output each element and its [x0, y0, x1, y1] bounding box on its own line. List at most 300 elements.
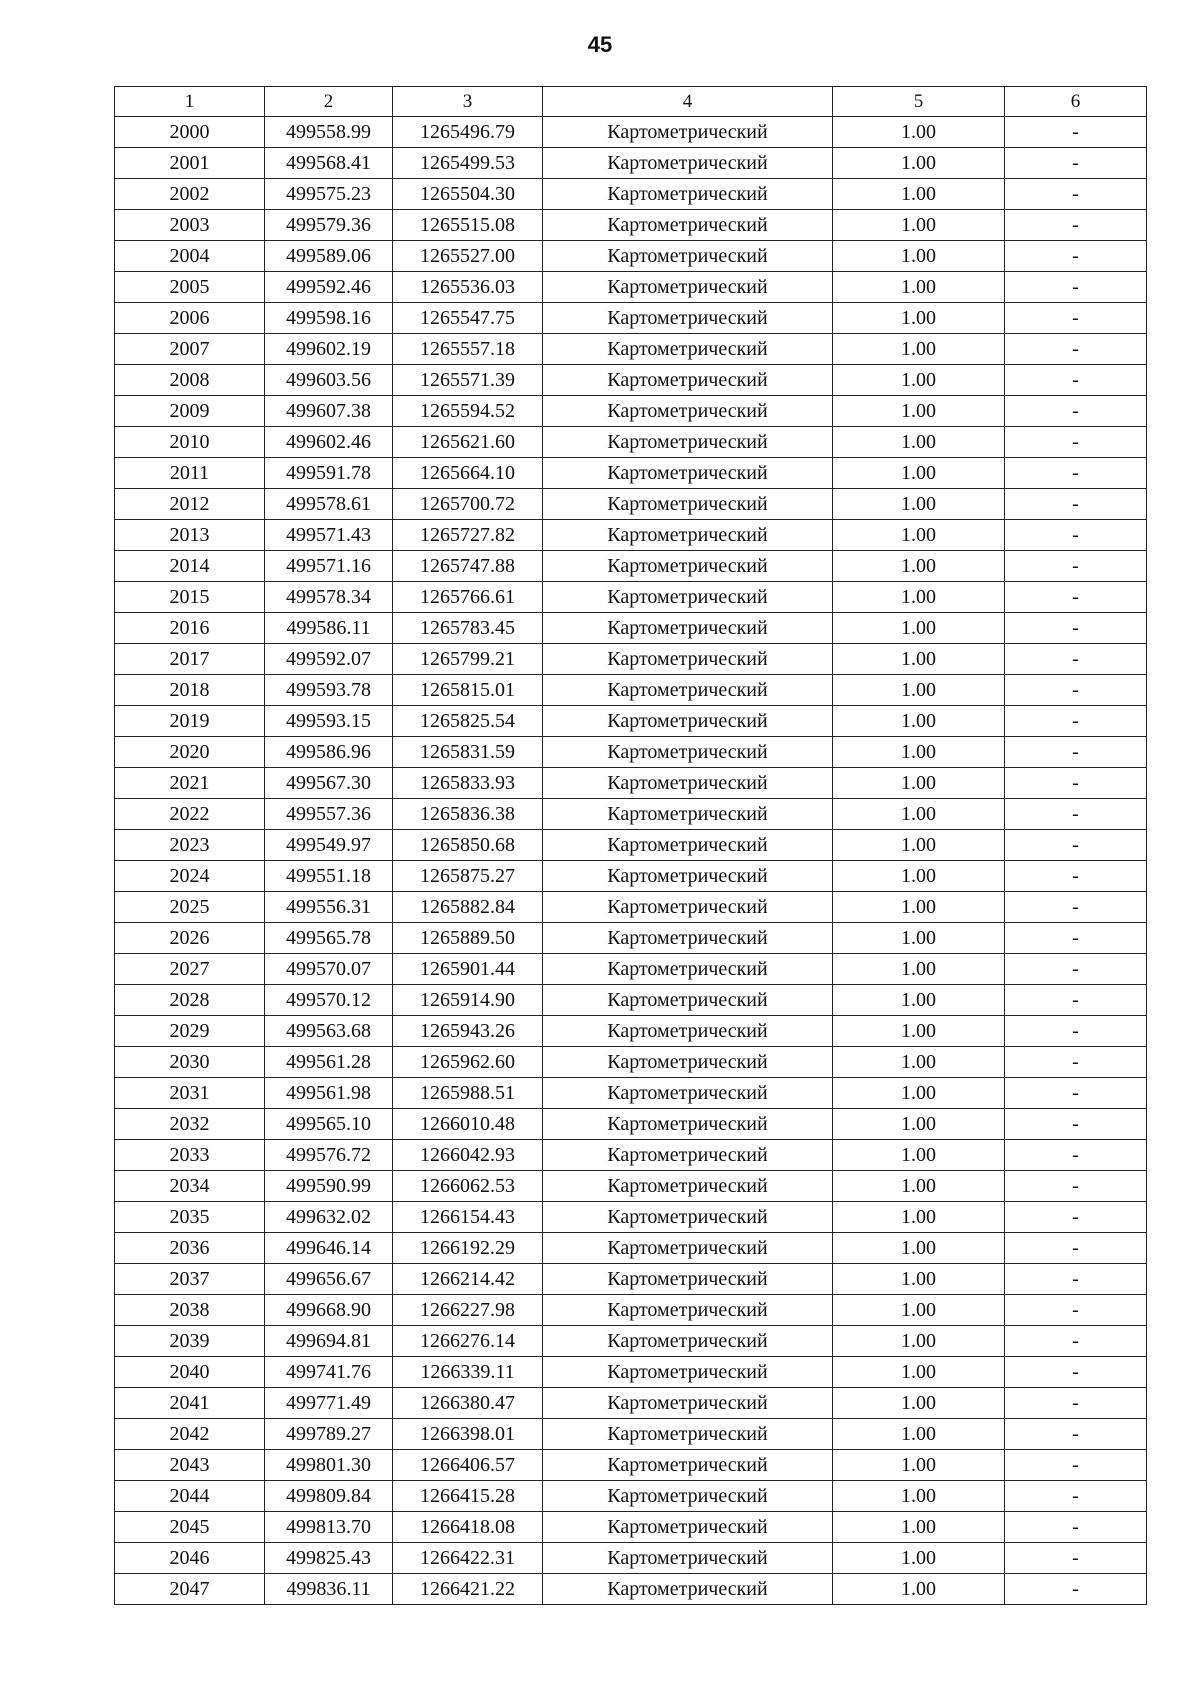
table-row: [115, 334, 1147, 365]
description-cell: -: [1005, 272, 1147, 303]
point-number-cell: 2018: [115, 675, 265, 706]
description-cell: -: [1005, 861, 1147, 892]
table-row: [115, 241, 1147, 272]
point-number-cell: 2025: [115, 892, 265, 923]
y-coordinate-cell: 1266398.01: [393, 1419, 543, 1450]
x-coordinate-cell: 499598.16: [265, 303, 393, 334]
x-coordinate-cell: 499592.07: [265, 644, 393, 675]
table-row: [115, 1233, 1147, 1264]
accuracy-cell: 1.00: [833, 365, 1005, 396]
table-row: [115, 1388, 1147, 1419]
table-row: [115, 737, 1147, 768]
point-number-cell: 2034: [115, 1171, 265, 1202]
y-coordinate-cell: 1265515.08: [393, 210, 543, 241]
y-coordinate-cell: 1266421.22: [393, 1574, 543, 1605]
accuracy-cell: 1.00: [833, 1264, 1005, 1295]
method-cell: Картометрический: [543, 489, 833, 520]
point-number-cell: 2004: [115, 241, 265, 272]
point-number-cell: 2031: [115, 1078, 265, 1109]
y-coordinate-cell: 1265815.01: [393, 675, 543, 706]
point-number-cell: 2036: [115, 1233, 265, 1264]
y-coordinate-cell: 1266380.47: [393, 1388, 543, 1419]
y-coordinate-cell: 1266415.28: [393, 1481, 543, 1512]
method-cell: Картометрический: [543, 1481, 833, 1512]
x-coordinate-cell: 499576.72: [265, 1140, 393, 1171]
y-coordinate-cell: 1265700.72: [393, 489, 543, 520]
point-number-cell: 2045: [115, 1512, 265, 1543]
y-coordinate-cell: 1266276.14: [393, 1326, 543, 1357]
accuracy-cell: 1.00: [833, 1047, 1005, 1078]
column-header-4: 4: [543, 87, 833, 117]
x-coordinate-cell: 499603.56: [265, 365, 393, 396]
method-cell: Картометрический: [543, 1016, 833, 1047]
method-cell: Картометрический: [543, 675, 833, 706]
description-cell: -: [1005, 241, 1147, 272]
description-cell: -: [1005, 1047, 1147, 1078]
table-row: [115, 985, 1147, 1016]
table-row: [115, 582, 1147, 613]
point-number-cell: 2037: [115, 1264, 265, 1295]
description-cell: -: [1005, 613, 1147, 644]
x-coordinate-cell: 499590.99: [265, 1171, 393, 1202]
x-coordinate-cell: 499570.07: [265, 954, 393, 985]
description-cell: -: [1005, 799, 1147, 830]
y-coordinate-cell: 1265914.90: [393, 985, 543, 1016]
y-coordinate-cell: 1266418.08: [393, 1512, 543, 1543]
point-number-cell: 2015: [115, 582, 265, 613]
description-cell: -: [1005, 1481, 1147, 1512]
table-row: [115, 303, 1147, 334]
accuracy-cell: 1.00: [833, 1388, 1005, 1419]
point-number-cell: 2006: [115, 303, 265, 334]
accuracy-cell: 1.00: [833, 799, 1005, 830]
table-row: [115, 1140, 1147, 1171]
accuracy-cell: 1.00: [833, 396, 1005, 427]
point-number-cell: 2042: [115, 1419, 265, 1450]
y-coordinate-cell: 1265988.51: [393, 1078, 543, 1109]
y-coordinate-cell: 1265825.54: [393, 706, 543, 737]
point-number-cell: 2008: [115, 365, 265, 396]
point-number-cell: 2040: [115, 1357, 265, 1388]
x-coordinate-cell: 499570.12: [265, 985, 393, 1016]
accuracy-cell: 1.00: [833, 427, 1005, 458]
table-row: [115, 551, 1147, 582]
point-number-cell: 2019: [115, 706, 265, 737]
table-row: [115, 1202, 1147, 1233]
table-row: [115, 799, 1147, 830]
method-cell: Картометрический: [543, 737, 833, 768]
x-coordinate-cell: 499586.96: [265, 737, 393, 768]
description-cell: -: [1005, 365, 1147, 396]
table-row: [115, 1016, 1147, 1047]
method-cell: Картометрический: [543, 303, 833, 334]
point-number-cell: 2035: [115, 1202, 265, 1233]
point-number-cell: 2047: [115, 1574, 265, 1605]
description-cell: -: [1005, 675, 1147, 706]
description-cell: -: [1005, 1202, 1147, 1233]
accuracy-cell: 1.00: [833, 706, 1005, 737]
table-row: [115, 954, 1147, 985]
accuracy-cell: 1.00: [833, 1357, 1005, 1388]
x-coordinate-cell: 499551.18: [265, 861, 393, 892]
method-cell: Картометрический: [543, 1326, 833, 1357]
table-row: [115, 1264, 1147, 1295]
point-number-cell: 2022: [115, 799, 265, 830]
point-number-cell: 2038: [115, 1295, 265, 1326]
x-coordinate-cell: 499565.10: [265, 1109, 393, 1140]
description-cell: -: [1005, 1109, 1147, 1140]
page-number: 45: [587, 32, 613, 57]
column-header-1: 1: [115, 87, 265, 117]
x-coordinate-cell: 499558.99: [265, 117, 393, 148]
method-cell: Картометрический: [543, 1388, 833, 1419]
accuracy-cell: 1.00: [833, 861, 1005, 892]
x-coordinate-cell: 499607.38: [265, 396, 393, 427]
table-row: [115, 613, 1147, 644]
table-row: [115, 1481, 1147, 1512]
table-body: [115, 117, 1147, 1605]
point-number-cell: 2013: [115, 520, 265, 551]
table-row: [115, 396, 1147, 427]
y-coordinate-cell: 1265727.82: [393, 520, 543, 551]
y-coordinate-cell: 1265783.45: [393, 613, 543, 644]
column-header-2: 2: [265, 87, 393, 117]
y-coordinate-cell: 1266422.31: [393, 1543, 543, 1574]
y-coordinate-cell: 1265799.21: [393, 644, 543, 675]
y-coordinate-cell: 1265882.84: [393, 892, 543, 923]
x-coordinate-cell: 499571.43: [265, 520, 393, 551]
accuracy-cell: 1.00: [833, 210, 1005, 241]
x-coordinate-cell: 499836.11: [265, 1574, 393, 1605]
accuracy-cell: 1.00: [833, 241, 1005, 272]
x-coordinate-cell: 499656.67: [265, 1264, 393, 1295]
point-number-cell: 2002: [115, 179, 265, 210]
method-cell: Картометрический: [543, 396, 833, 427]
description-cell: -: [1005, 830, 1147, 861]
y-coordinate-cell: 1265875.27: [393, 861, 543, 892]
accuracy-cell: 1.00: [833, 675, 1005, 706]
x-coordinate-cell: 499801.30: [265, 1450, 393, 1481]
description-cell: -: [1005, 1543, 1147, 1574]
accuracy-cell: 1.00: [833, 1140, 1005, 1171]
table-row: [115, 520, 1147, 551]
table-row: [115, 830, 1147, 861]
table-row: [115, 365, 1147, 396]
x-coordinate-cell: 499602.46: [265, 427, 393, 458]
accuracy-cell: 1.00: [833, 334, 1005, 365]
x-coordinate-cell: 499668.90: [265, 1295, 393, 1326]
y-coordinate-cell: 1266010.48: [393, 1109, 543, 1140]
description-cell: -: [1005, 737, 1147, 768]
column-header-6: 6: [1005, 87, 1147, 117]
point-number-cell: 2026: [115, 923, 265, 954]
accuracy-cell: 1.00: [833, 1016, 1005, 1047]
table-row: [115, 1295, 1147, 1326]
y-coordinate-cell: 1266406.57: [393, 1450, 543, 1481]
x-coordinate-cell: 499578.34: [265, 582, 393, 613]
x-coordinate-cell: 499557.36: [265, 799, 393, 830]
description-cell: -: [1005, 334, 1147, 365]
y-coordinate-cell: 1265664.10: [393, 458, 543, 489]
y-coordinate-cell: 1265833.93: [393, 768, 543, 799]
method-cell: Картометрический: [543, 117, 833, 148]
point-number-cell: 2000: [115, 117, 265, 148]
x-coordinate-cell: 499561.28: [265, 1047, 393, 1078]
table-row: [115, 1357, 1147, 1388]
y-coordinate-cell: 1265836.38: [393, 799, 543, 830]
point-number-cell: 2046: [115, 1543, 265, 1574]
point-number-cell: 2003: [115, 210, 265, 241]
accuracy-cell: 1.00: [833, 923, 1005, 954]
x-coordinate-cell: 499563.68: [265, 1016, 393, 1047]
accuracy-cell: 1.00: [833, 179, 1005, 210]
method-cell: Картометрический: [543, 1512, 833, 1543]
method-cell: Картометрический: [543, 1202, 833, 1233]
table-row: [115, 148, 1147, 179]
header-row: [115, 87, 1147, 117]
y-coordinate-cell: 1265557.18: [393, 334, 543, 365]
accuracy-cell: 1.00: [833, 520, 1005, 551]
accuracy-cell: 1.00: [833, 1419, 1005, 1450]
x-coordinate-cell: 499561.98: [265, 1078, 393, 1109]
x-coordinate-cell: 499586.11: [265, 613, 393, 644]
accuracy-cell: 1.00: [833, 892, 1005, 923]
point-number-cell: 2027: [115, 954, 265, 985]
description-cell: -: [1005, 427, 1147, 458]
x-coordinate-cell: 499549.97: [265, 830, 393, 861]
description-cell: -: [1005, 1140, 1147, 1171]
x-coordinate-cell: 499571.16: [265, 551, 393, 582]
table-row: [115, 489, 1147, 520]
description-cell: -: [1005, 551, 1147, 582]
description-cell: -: [1005, 396, 1147, 427]
y-coordinate-cell: 1265962.60: [393, 1047, 543, 1078]
table-row: [115, 892, 1147, 923]
point-number-cell: 2014: [115, 551, 265, 582]
point-number-cell: 2041: [115, 1388, 265, 1419]
accuracy-cell: 1.00: [833, 954, 1005, 985]
point-number-cell: 2028: [115, 985, 265, 1016]
y-coordinate-cell: 1265504.30: [393, 179, 543, 210]
method-cell: Картометрический: [543, 210, 833, 241]
table-row: [115, 1109, 1147, 1140]
method-cell: Картометрический: [543, 830, 833, 861]
x-coordinate-cell: 499591.78: [265, 458, 393, 489]
accuracy-cell: 1.00: [833, 768, 1005, 799]
x-coordinate-cell: 499589.06: [265, 241, 393, 272]
y-coordinate-cell: 1265850.68: [393, 830, 543, 861]
y-coordinate-cell: 1265527.00: [393, 241, 543, 272]
method-cell: Картометрический: [543, 985, 833, 1016]
y-coordinate-cell: 1266214.42: [393, 1264, 543, 1295]
description-cell: -: [1005, 1357, 1147, 1388]
method-cell: Картометрический: [543, 1543, 833, 1574]
accuracy-cell: 1.00: [833, 1295, 1005, 1326]
accuracy-cell: 1.00: [833, 1512, 1005, 1543]
description-cell: -: [1005, 582, 1147, 613]
table-row: [115, 210, 1147, 241]
coordinates-table: [114, 86, 1147, 1605]
description-cell: -: [1005, 179, 1147, 210]
point-number-cell: 2010: [115, 427, 265, 458]
description-cell: -: [1005, 923, 1147, 954]
y-coordinate-cell: 1265571.39: [393, 365, 543, 396]
method-cell: Картометрический: [543, 706, 833, 737]
accuracy-cell: 1.00: [833, 985, 1005, 1016]
method-cell: Картометрический: [543, 1047, 833, 1078]
point-number-cell: 2005: [115, 272, 265, 303]
accuracy-cell: 1.00: [833, 303, 1005, 334]
method-cell: Картометрический: [543, 272, 833, 303]
accuracy-cell: 1.00: [833, 148, 1005, 179]
description-cell: -: [1005, 954, 1147, 985]
column-header-3: 3: [393, 87, 543, 117]
y-coordinate-cell: 1265547.75: [393, 303, 543, 334]
y-coordinate-cell: 1265766.61: [393, 582, 543, 613]
description-cell: -: [1005, 1078, 1147, 1109]
description-cell: -: [1005, 985, 1147, 1016]
description-cell: -: [1005, 148, 1147, 179]
x-coordinate-cell: 499694.81: [265, 1326, 393, 1357]
table-row: [115, 1047, 1147, 1078]
description-cell: -: [1005, 768, 1147, 799]
point-number-cell: 2023: [115, 830, 265, 861]
table-row: [115, 1543, 1147, 1574]
method-cell: Картометрический: [543, 768, 833, 799]
accuracy-cell: 1.00: [833, 1574, 1005, 1605]
description-cell: -: [1005, 210, 1147, 241]
method-cell: Картометрический: [543, 427, 833, 458]
table-header: [115, 87, 1147, 117]
description-cell: -: [1005, 1171, 1147, 1202]
accuracy-cell: 1.00: [833, 830, 1005, 861]
accuracy-cell: 1.00: [833, 1202, 1005, 1233]
method-cell: Картометрический: [543, 954, 833, 985]
description-cell: -: [1005, 706, 1147, 737]
accuracy-cell: 1.00: [833, 489, 1005, 520]
method-cell: Картометрический: [543, 1078, 833, 1109]
method-cell: Картометрический: [543, 1357, 833, 1388]
y-coordinate-cell: 1265496.79: [393, 117, 543, 148]
table-row: [115, 427, 1147, 458]
point-number-cell: 2012: [115, 489, 265, 520]
accuracy-cell: 1.00: [833, 272, 1005, 303]
table-row: [115, 1326, 1147, 1357]
point-number-cell: 2043: [115, 1450, 265, 1481]
y-coordinate-cell: 1266154.43: [393, 1202, 543, 1233]
method-cell: Картометрический: [543, 613, 833, 644]
point-number-cell: 2009: [115, 396, 265, 427]
x-coordinate-cell: 499809.84: [265, 1481, 393, 1512]
point-number-cell: 2011: [115, 458, 265, 489]
accuracy-cell: 1.00: [833, 1109, 1005, 1140]
table-row: [115, 1078, 1147, 1109]
method-cell: Картометрический: [543, 861, 833, 892]
y-coordinate-cell: 1265594.52: [393, 396, 543, 427]
method-cell: Картометрический: [543, 1233, 833, 1264]
point-number-cell: 2001: [115, 148, 265, 179]
method-cell: Картометрический: [543, 365, 833, 396]
method-cell: Картометрический: [543, 148, 833, 179]
description-cell: -: [1005, 1295, 1147, 1326]
description-cell: -: [1005, 520, 1147, 551]
x-coordinate-cell: 499632.02: [265, 1202, 393, 1233]
method-cell: Картометрический: [543, 458, 833, 489]
x-coordinate-cell: 499593.15: [265, 706, 393, 737]
method-cell: Картометрический: [543, 551, 833, 582]
table-row: [115, 1419, 1147, 1450]
y-coordinate-cell: 1266227.98: [393, 1295, 543, 1326]
accuracy-cell: 1.00: [833, 117, 1005, 148]
description-cell: -: [1005, 1264, 1147, 1295]
y-coordinate-cell: 1266192.29: [393, 1233, 543, 1264]
method-cell: Картометрический: [543, 582, 833, 613]
x-coordinate-cell: 499568.41: [265, 148, 393, 179]
column-header-5: 5: [833, 87, 1005, 117]
table-row: [115, 1574, 1147, 1605]
description-cell: -: [1005, 1574, 1147, 1605]
x-coordinate-cell: 499592.46: [265, 272, 393, 303]
description-cell: -: [1005, 489, 1147, 520]
description-cell: -: [1005, 1419, 1147, 1450]
table-row: [115, 861, 1147, 892]
method-cell: Картометрический: [543, 1264, 833, 1295]
point-number-cell: 2021: [115, 768, 265, 799]
point-number-cell: 2033: [115, 1140, 265, 1171]
description-cell: -: [1005, 1233, 1147, 1264]
accuracy-cell: 1.00: [833, 613, 1005, 644]
description-cell: -: [1005, 644, 1147, 675]
description-cell: -: [1005, 303, 1147, 334]
table-row: [115, 272, 1147, 303]
point-number-cell: 2007: [115, 334, 265, 365]
x-coordinate-cell: 499579.36: [265, 210, 393, 241]
method-cell: Картометрический: [543, 1140, 833, 1171]
method-cell: Картометрический: [543, 923, 833, 954]
accuracy-cell: 1.00: [833, 1450, 1005, 1481]
method-cell: Картометрический: [543, 799, 833, 830]
x-coordinate-cell: 499575.23: [265, 179, 393, 210]
x-coordinate-cell: 499556.31: [265, 892, 393, 923]
y-coordinate-cell: 1265499.53: [393, 148, 543, 179]
method-cell: Картометрический: [543, 1419, 833, 1450]
description-cell: -: [1005, 117, 1147, 148]
table-row: [115, 1450, 1147, 1481]
point-number-cell: 2024: [115, 861, 265, 892]
description-cell: -: [1005, 458, 1147, 489]
method-cell: Картометрический: [543, 520, 833, 551]
x-coordinate-cell: 499578.61: [265, 489, 393, 520]
x-coordinate-cell: 499825.43: [265, 1543, 393, 1574]
table-row: [115, 768, 1147, 799]
method-cell: Картометрический: [543, 241, 833, 272]
x-coordinate-cell: 499741.76: [265, 1357, 393, 1388]
accuracy-cell: 1.00: [833, 458, 1005, 489]
table-row: [115, 1171, 1147, 1202]
accuracy-cell: 1.00: [833, 1543, 1005, 1574]
y-coordinate-cell: 1265621.60: [393, 427, 543, 458]
x-coordinate-cell: 499813.70: [265, 1512, 393, 1543]
description-cell: -: [1005, 1326, 1147, 1357]
table-row: [115, 179, 1147, 210]
table-row: [115, 644, 1147, 675]
y-coordinate-cell: 1265901.44: [393, 954, 543, 985]
y-coordinate-cell: 1265943.26: [393, 1016, 543, 1047]
method-cell: Картометрический: [543, 644, 833, 675]
table-row: [115, 458, 1147, 489]
accuracy-cell: 1.00: [833, 1171, 1005, 1202]
y-coordinate-cell: 1265889.50: [393, 923, 543, 954]
